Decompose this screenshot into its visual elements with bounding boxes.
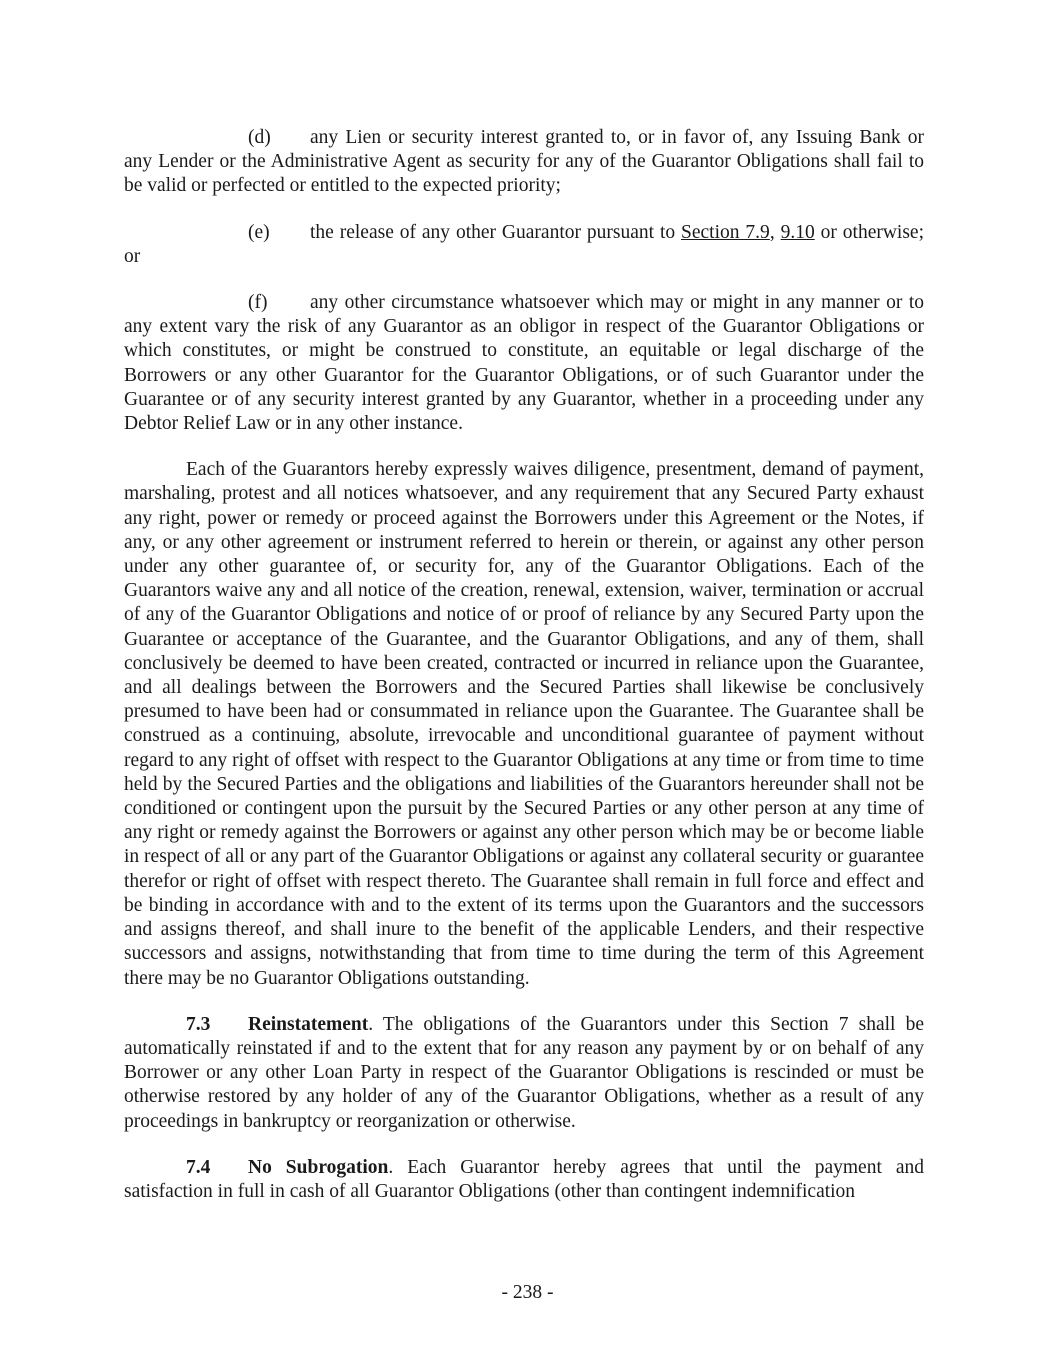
section-7-4 — [124, 1156, 924, 1204]
clause-e-label: (e) — [248, 221, 270, 243]
section-7-3-text: . The obligations of the Guarantors under this Section 7 shall be automatically reinstated if and to the extent that for any reason any payment by or on behalf of any Borrower or any other Loan Party in respect of the Guarantor Obligations is rescinded or must be otherwise restored by any holder of any of the Guarantor Obligations, whether as a result of any proceedings in bankruptcy or reorganization or otherwise. — [124, 1013, 924, 1132]
clause-f-label: (f) — [248, 292, 268, 314]
waiver-paragraph: Each of the Guarantors hereby expressly waives diligence, presentment, demand of payment, marshaling, protest and all notices whatsoever, and any requirement that any Secured Party exhaust any right, power or remedy or proceed against the Borrowers under this Agreement or the Notes, if any, or any other agreement or instrument referred to herein or therein, or against any other person under any other guarantee of, or security for, any of the Guarantor Obligations. Each of the Guarantors waive any and all notice of the creation, renewal, extension, waiver, termination or accrual of any of the Guarantor Obligations and notice of or proof of reliance by any Secured Party upon the Guarantee or acceptance of the Guarantee, and the Guarantor Obligations, and any of them, shall conclusively be deemed to have been created, contracted or incurred in reliance upon the Guarantee, and all dealings between the Borrowers and the Secured Parties shall likewise be conclusively presumed to have been had or consummated in reliance upon the Guarantee. The Guarantee shall be construed as a continuing, absolute, irrevocable and unconditional guarantee of payment without regard to any right of offset with respect to the Guarantor Obligations at any time or from time to time held by the Secured Parties and the obligations and liabilities of the Guarantors hereunder shall not be conditioned or contingent upon the pursuit by the Secured Parties or any other person at any time of any right or remedy against the Borrowers or against any other person which may be or become liable in respect of all or any part of the Guarantor Obligations or against any collateral security or guarantee therefor or right of offset with respect thereto. The Guarantee shall remain in full force and effect and be binding in accordance with and to the extent of its terms upon the Guarantors and the successors and assigns thereof, and shall inure to the benefit of the applicable Lenders, and their respective successors and assigns, notwithstanding that from time to time during the term of this Agreement there may be no Guarantor Obligations outstanding. — [124, 459, 924, 989]
clause-d-text: any Lien or security interest granted to, or in favor of, any Issuing Bank or any Lender or the Administrative Agent as security for any of the Guarantor Obligations shall fail to be valid or perfected or entitled to the expected priority; — [124, 127, 924, 197]
section-7-3 — [124, 1013, 924, 1134]
section-7-3-number: 7.3 — [186, 1013, 211, 1035]
clause-d-label: (d) — [248, 127, 271, 148]
section-9-10-reference: 9.10 — [780, 221, 815, 243]
document-body — [124, 126, 924, 1226]
section-7-4-number: 7.4 — [186, 1156, 211, 1178]
clause-f-text: any other circumstance whatsoever which may or might in any manner or to any extent vary the risk of any Guarantor as an obligor in respect of the Guarantor Obligations or which constitutes, or might be construed to constitute, an equitable or legal discharge of the Borrowers or any other Guarantor for the Guarantor Obligations, or of such Guarantor under the Guarantee or of any security interest granted by any Guarantor, whether in a proceeding under any Debtor Relief Law or in any other instance. — [124, 292, 924, 435]
clause-f — [124, 291, 924, 436]
section-7-3-title: Reinstatement — [248, 1013, 369, 1035]
clause-e — [124, 221, 924, 269]
clause-d — [124, 126, 924, 199]
clause-e-text-after: or otherwise; or — [124, 221, 925, 267]
clause-e-text-before: the release of any other Guarantor pursuant to — [310, 221, 682, 243]
section-7-4-title: No Subrogation — [248, 1156, 389, 1178]
clause-e-separator: , — [769, 221, 781, 243]
section-7-4-text: . Each Guarantor hereby agrees that until the payment and satisfaction in full in cash of all Guarantor Obligations (other than contingent indemnification — [124, 1156, 924, 1202]
page-number: - 238 - — [501, 1282, 554, 1303]
section-7-9-reference: Section 7.9 — [681, 221, 770, 243]
